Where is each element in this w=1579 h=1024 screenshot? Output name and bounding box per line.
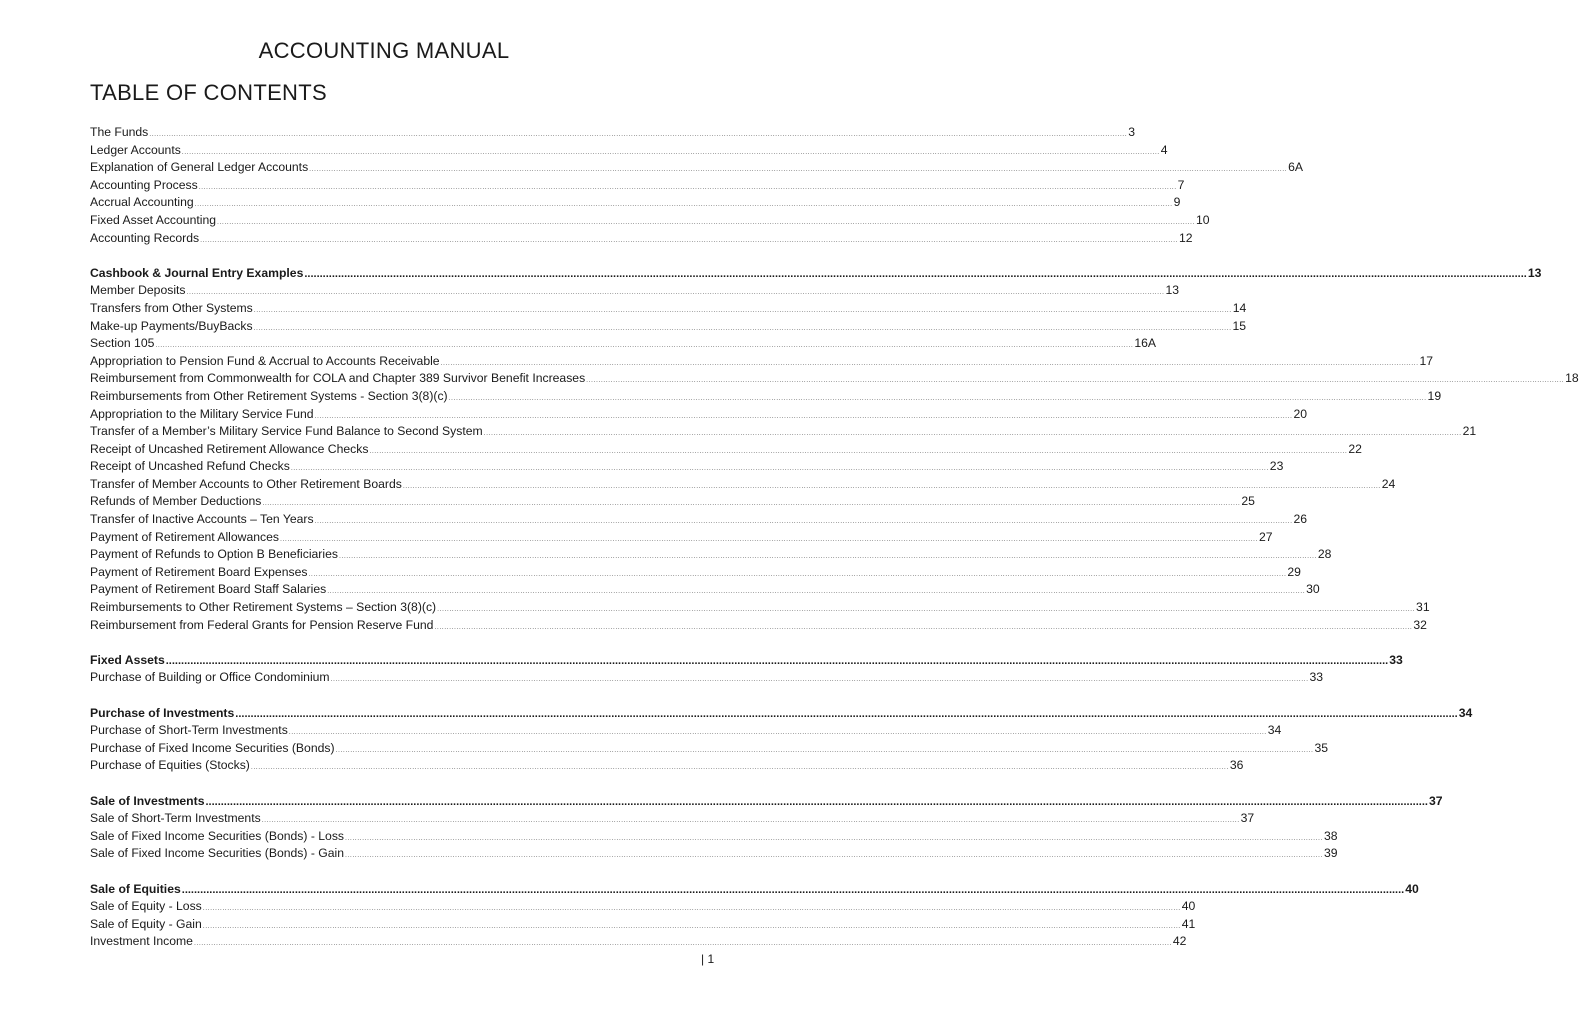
dot-leader: ................................................................................................................................................................................................................................................................................................................................................................................................................ <box>280 535 1258 543</box>
toc-entry-title: Purchase of Building or Office Condominium <box>90 670 330 685</box>
toc-entry[interactable] <box>90 230 1193 248</box>
toc-page-number: 30 <box>1306 582 1320 597</box>
toc-page-number: 4 <box>1160 142 1168 157</box>
toc-section-title: Sale of Equities <box>90 881 181 896</box>
toc-entry[interactable] <box>90 810 1255 828</box>
toc-entry[interactable] <box>90 282 1180 300</box>
toc-entry-title: Sale of Fixed Income Securities (Bonds) - Loss <box>90 828 345 843</box>
dot-leader: ................................................................................................................................................................................................................................................................................................................................................................................................................ <box>288 729 1267 737</box>
toc-entry-title: Sale of Short-Term Investments <box>90 811 261 826</box>
toc-entry[interactable] <box>90 546 1332 564</box>
dot-leader: ................................................................................................................................................................................................................................................................................................................................................................................................................ <box>235 707 1458 720</box>
toc-page-number: 14 <box>1232 300 1247 315</box>
toc-section-heading[interactable] <box>90 265 1542 283</box>
dot-leader: ................................................................................................................................................................................................................................................................................................................................................................................................................ <box>155 342 1134 350</box>
toc-entry[interactable] <box>90 511 1308 529</box>
toc-entry[interactable] <box>90 441 1362 459</box>
dot-leader: ................................................................................................................................................................................................................................................................................................................................................................................................................ <box>335 746 1314 754</box>
toc-page-number: 34 <box>1267 723 1282 738</box>
toc-entry[interactable] <box>90 300 1247 318</box>
dot-leader: ................................................................................................................................................................................................................................................................................................................................................................................................................ <box>483 430 1462 438</box>
dot-leader: ................................................................................................................................................................................................................................................................................................................................................................................................................ <box>253 306 1232 314</box>
toc-page-number: 13 <box>1527 265 1542 280</box>
toc-section-title: Sale of Investments <box>90 793 205 808</box>
dot-leader: ................................................................................................................................................................................................................................................................................................................................................................................................................ <box>330 676 1309 684</box>
dot-leader: ................................................................................................................................................................................................................................................................................................................................................................................................................ <box>308 570 1287 578</box>
toc-entry-title: Appropriation to the Military Service Fund <box>90 406 314 421</box>
toc-page-number: 15 <box>1232 318 1247 333</box>
toc-entry-title: Payment of Retirement Board Expenses <box>90 564 308 579</box>
toc-entry-title: Explanation of General Ledger Accounts <box>90 160 309 175</box>
dot-leader: ................................................................................................................................................................................................................................................................................................................................................................................................................ <box>262 500 1241 508</box>
dot-leader: ................................................................................................................................................................................................................................................................................................................................................................................................................ <box>440 359 1419 367</box>
toc-entry[interactable] <box>90 318 1247 336</box>
dot-leader: ................................................................................................................................................................................................................................................................................................................................................................................................................ <box>149 131 1128 138</box>
dot-leader: ................................................................................................................................................................................................................................................................................................................................................................................................................ <box>186 289 1165 297</box>
section-spacer <box>90 247 645 265</box>
toc-page-number: 42 <box>1172 934 1187 949</box>
toc-entry-title: Section 105 <box>90 336 155 351</box>
toc-entry[interactable] <box>90 493 1255 511</box>
toc-entry[interactable] <box>90 423 1477 441</box>
toc-page-number: 35 <box>1314 740 1329 755</box>
dot-leader: ................................................................................................................................................................................................................................................................................................................................................................................................................ <box>198 183 1177 191</box>
dot-leader: ................................................................................................................................................................................................................................................................................................................................................................................................................ <box>261 817 1240 825</box>
toc-page-number: 23 <box>1269 459 1284 474</box>
toc-entry[interactable] <box>90 845 1338 863</box>
toc-entry[interactable] <box>90 617 1427 635</box>
toc-entry-title: Transfer of Inactive Accounts – Ten Years <box>90 512 314 527</box>
toc-entry[interactable] <box>90 933 1187 951</box>
toc-page-number: 20 <box>1293 406 1308 421</box>
toc-section-title: Cashbook & Journal Entry Examples <box>90 265 304 280</box>
toc-entry-title: Transfer of Member Accounts to Other Retirement Boards <box>90 476 402 491</box>
toc-entry-title: Payment of Retirement Board Staff Salaries <box>90 582 327 597</box>
toc-entry-title: Receipt of Uncashed Retirement Allowance Checks <box>90 441 369 456</box>
toc-page-number: 27 <box>1258 529 1273 544</box>
toc-entry[interactable] <box>90 599 1430 617</box>
toc-section-heading[interactable] <box>90 652 1403 670</box>
toc-entry[interactable] <box>90 388 1442 406</box>
toc-page-number: 38 <box>1323 828 1338 843</box>
toc-entry[interactable] <box>90 740 1329 758</box>
toc-section-heading[interactable] <box>90 881 1419 899</box>
dot-leader: ................................................................................................................................................................................................................................................................................................................................................................................................................ <box>338 553 1317 561</box>
section-spacer <box>90 634 645 652</box>
toc-page-number: 24 <box>1381 476 1396 491</box>
dot-leader: ................................................................................................................................................................................................................................................................................................................................................................................................................ <box>586 377 1565 385</box>
toc-section-heading[interactable] <box>90 705 1473 723</box>
dot-leader: ................................................................................................................................................................................................................................................................................................................................................................................................................ <box>193 940 1172 948</box>
dot-leader: ................................................................................................................................................................................................................................................................................................................................................................................................................ <box>290 465 1269 473</box>
toc-entry-title: Refunds of Member Deductions <box>90 494 262 509</box>
toc-page-number: 22 <box>1348 441 1362 456</box>
toc-entry[interactable] <box>90 916 1196 934</box>
toc-page-number: 29 <box>1287 564 1301 579</box>
toc-page-number: 12 <box>1179 230 1193 245</box>
toc-entry-title: Member Deposits <box>90 283 186 298</box>
dot-leader: ................................................................................................................................................................................................................................................................................................................................................................................................................ <box>314 412 1293 420</box>
toc-page-number: 28 <box>1317 547 1332 562</box>
toc-entry[interactable] <box>90 353 1434 371</box>
dot-leader: ................................................................................................................................................................................................................................................................................................................................................................................................................ <box>253 324 1232 332</box>
toc-entry-title: Reimbursements from Other Retirement Systems - Section 3(8)(c) <box>90 388 448 403</box>
toc-entry[interactable] <box>90 564 1301 582</box>
dot-leader: ................................................................................................................................................................................................................................................................................................................................................................................................................ <box>194 201 1173 209</box>
toc-entry-title: Transfers from Other Systems <box>90 300 253 315</box>
dot-leader: ................................................................................................................................................................................................................................................................................................................................................................................................................ <box>369 447 1348 455</box>
toc-page-number: 21 <box>1462 424 1477 439</box>
toc-entry-title: Ledger Accounts <box>90 142 181 157</box>
toc-entry-title: Accrual Accounting <box>90 195 194 210</box>
toc-entry-title: Fixed Asset Accounting <box>90 212 217 227</box>
toc-entry[interactable] <box>90 757 1244 775</box>
toc-section-title: Fixed Assets <box>90 652 165 667</box>
toc-page-number: 9 <box>1173 195 1181 210</box>
toc-page-number: 39 <box>1323 846 1338 861</box>
toc-entry[interactable] <box>90 458 1284 476</box>
toc-entry-title: Transfer of a Member’s Military Service Fund Balance to Second System <box>90 424 483 439</box>
toc-entry[interactable] <box>90 159 1304 177</box>
toc-entry[interactable] <box>90 194 1181 212</box>
toc-entry[interactable] <box>90 335 1156 353</box>
toc-entry[interactable] <box>90 406 1308 424</box>
dot-leader: ................................................................................................................................................................................................................................................................................................................................................................................................................ <box>200 236 1179 244</box>
dot-leader: ................................................................................................................................................................................................................................................................................................................................................................................................................ <box>304 267 1527 280</box>
toc-entry-title: Accounting Process <box>90 177 198 192</box>
toc-entry-title: Payment of Refunds to Option B Beneficiaries <box>90 547 338 562</box>
toc-entry-title: Reimbursement from Federal Grants for Pension Reserve Fund <box>90 617 434 632</box>
toc-page-number: 26 <box>1293 512 1308 527</box>
page-title: ACCOUNTING MANUAL <box>258 38 510 63</box>
toc-entry[interactable] <box>90 722 1282 740</box>
toc-page-number: 37 <box>1428 793 1443 808</box>
dot-leader: ................................................................................................................................................................................................................................................................................................................................................................................................................ <box>202 905 1181 913</box>
section-spacer <box>90 687 645 705</box>
toc-entry-title: Purchase of Short-Term Investments <box>90 723 288 738</box>
toc-page-number: 6A <box>1288 160 1304 175</box>
toc-page-number: 36 <box>1229 758 1244 773</box>
dot-leader: ................................................................................................................................................................................................................................................................................................................................................................................................................ <box>345 834 1323 842</box>
toc-entry-title: Sale of Equity - Gain <box>90 916 202 931</box>
table-of-contents <box>90 124 1579 951</box>
toc-page-number: 7 <box>1177 177 1185 192</box>
dot-leader: ................................................................................................................................................................................................................................................................................................................................................................................................................ <box>327 588 1306 596</box>
toc-entry[interactable] <box>90 529 1273 547</box>
toc-section-heading[interactable] <box>90 793 1443 811</box>
dot-leader: ................................................................................................................................................................................................................................................................................................................................................................................................................ <box>402 482 1381 490</box>
toc-entry[interactable] <box>90 581 1320 599</box>
toc-page-number: 40 <box>1181 899 1196 914</box>
toc-page-number: 19 <box>1427 388 1442 403</box>
toc-page-number: 37 <box>1240 811 1255 826</box>
toc-entry-title: Appropriation to Pension Fund & Accrual to Accounts Receivable <box>90 353 440 368</box>
toc-entry-title: Sale of Fixed Income Securities (Bonds) - Gain <box>90 846 345 861</box>
toc-page-number: 17 <box>1419 353 1434 368</box>
toc-page-number: 3 <box>1128 125 1135 139</box>
toc-section-title: Purchase of Investments <box>90 705 235 720</box>
toc-entry[interactable] <box>90 669 1324 687</box>
dot-leader: ................................................................................................................................................................................................................................................................................................................................................................................................................ <box>181 883 1405 896</box>
toc-entry-title: Purchase of Fixed Income Securities (Bonds) <box>90 740 335 755</box>
dot-leader: ................................................................................................................................................................................................................................................................................................................................................................................................................ <box>205 795 1428 808</box>
toc-entry-title: Payment of Retirement Allowances <box>90 529 279 544</box>
toc-page-number: 10 <box>1195 212 1210 227</box>
toc-entry[interactable] <box>90 476 1396 494</box>
toc-page-number: 33 <box>1389 652 1403 667</box>
toc-entry[interactable] <box>90 370 1579 388</box>
toc-page-number: 31 <box>1416 600 1430 615</box>
toc-entry-title: Make-up Payments/BuyBacks <box>90 318 253 333</box>
toc-entry-title: Investment Income <box>90 934 193 949</box>
toc-page-number: 33 <box>1309 670 1324 685</box>
toc-entry[interactable] <box>90 828 1338 846</box>
toc-entry-title: Reimbursements to Other Retirement Systems – Section 3(8)(c) <box>90 600 437 615</box>
toc-page-number: 40 <box>1405 881 1419 896</box>
dot-leader: ................................................................................................................................................................................................................................................................................................................................................................................................................ <box>314 518 1293 526</box>
toc-page-number: 18 <box>1565 371 1579 386</box>
toc-entry-title: Reimbursement from Commonwealth for COLA and Chapter 389 Survivor Benefit Increases <box>90 371 586 386</box>
toc-page-number: 25 <box>1241 494 1255 509</box>
toc-page-number: 41 <box>1181 916 1196 931</box>
dot-leader: ................................................................................................................................................................................................................................................................................................................................................................................................................ <box>434 623 1413 631</box>
toc-page-number: 32 <box>1413 617 1427 632</box>
toc-entry-title: The Funds <box>90 125 149 139</box>
toc-entry[interactable] <box>90 142 1168 160</box>
section-spacer <box>90 863 645 881</box>
toc-entry-title: Sale of Equity - Loss <box>90 899 202 914</box>
dot-leader: ................................................................................................................................................................................................................................................................................................................................................................................................................ <box>309 166 1288 174</box>
toc-entry-title: Receipt of Uncashed Refund Checks <box>90 459 290 474</box>
toc-entry-title: Accounting Records <box>90 230 200 245</box>
dot-leader: ................................................................................................................................................................................................................................................................................................................................................................................................................ <box>165 654 1389 667</box>
toc-entry[interactable] <box>90 124 1135 142</box>
dot-leader: ................................................................................................................................................................................................................................................................................................................................................................................................................ <box>181 148 1160 156</box>
dot-leader: ................................................................................................................................................................................................................................................................................................................................................................................................................ <box>250 764 1229 772</box>
toc-heading: TABLE OF CONTENTS <box>90 80 327 105</box>
toc-page-number: 13 <box>1165 283 1180 298</box>
dot-leader: ................................................................................................................................................................................................................................................................................................................................................................................................................ <box>345 852 1323 860</box>
toc-entry-title: Purchase of Equities (Stocks) <box>90 758 250 773</box>
toc-entry[interactable] <box>90 898 1196 916</box>
dot-leader: ................................................................................................................................................................................................................................................................................................................................................................................................................ <box>437 606 1416 614</box>
section-spacer <box>90 775 645 793</box>
toc-entry[interactable] <box>90 212 1210 230</box>
dot-leader: ................................................................................................................................................................................................................................................................................................................................................................................................................ <box>202 922 1181 930</box>
dot-leader: ................................................................................................................................................................................................................................................................................................................................................................................................................ <box>217 218 1195 226</box>
toc-entry[interactable] <box>90 177 1185 195</box>
toc-page-number: 34 <box>1458 705 1473 720</box>
page-number: | 1 <box>701 952 715 966</box>
toc-page-number: 16A <box>1134 336 1156 351</box>
dot-leader: ................................................................................................................................................................................................................................................................................................................................................................................................................ <box>448 394 1427 402</box>
